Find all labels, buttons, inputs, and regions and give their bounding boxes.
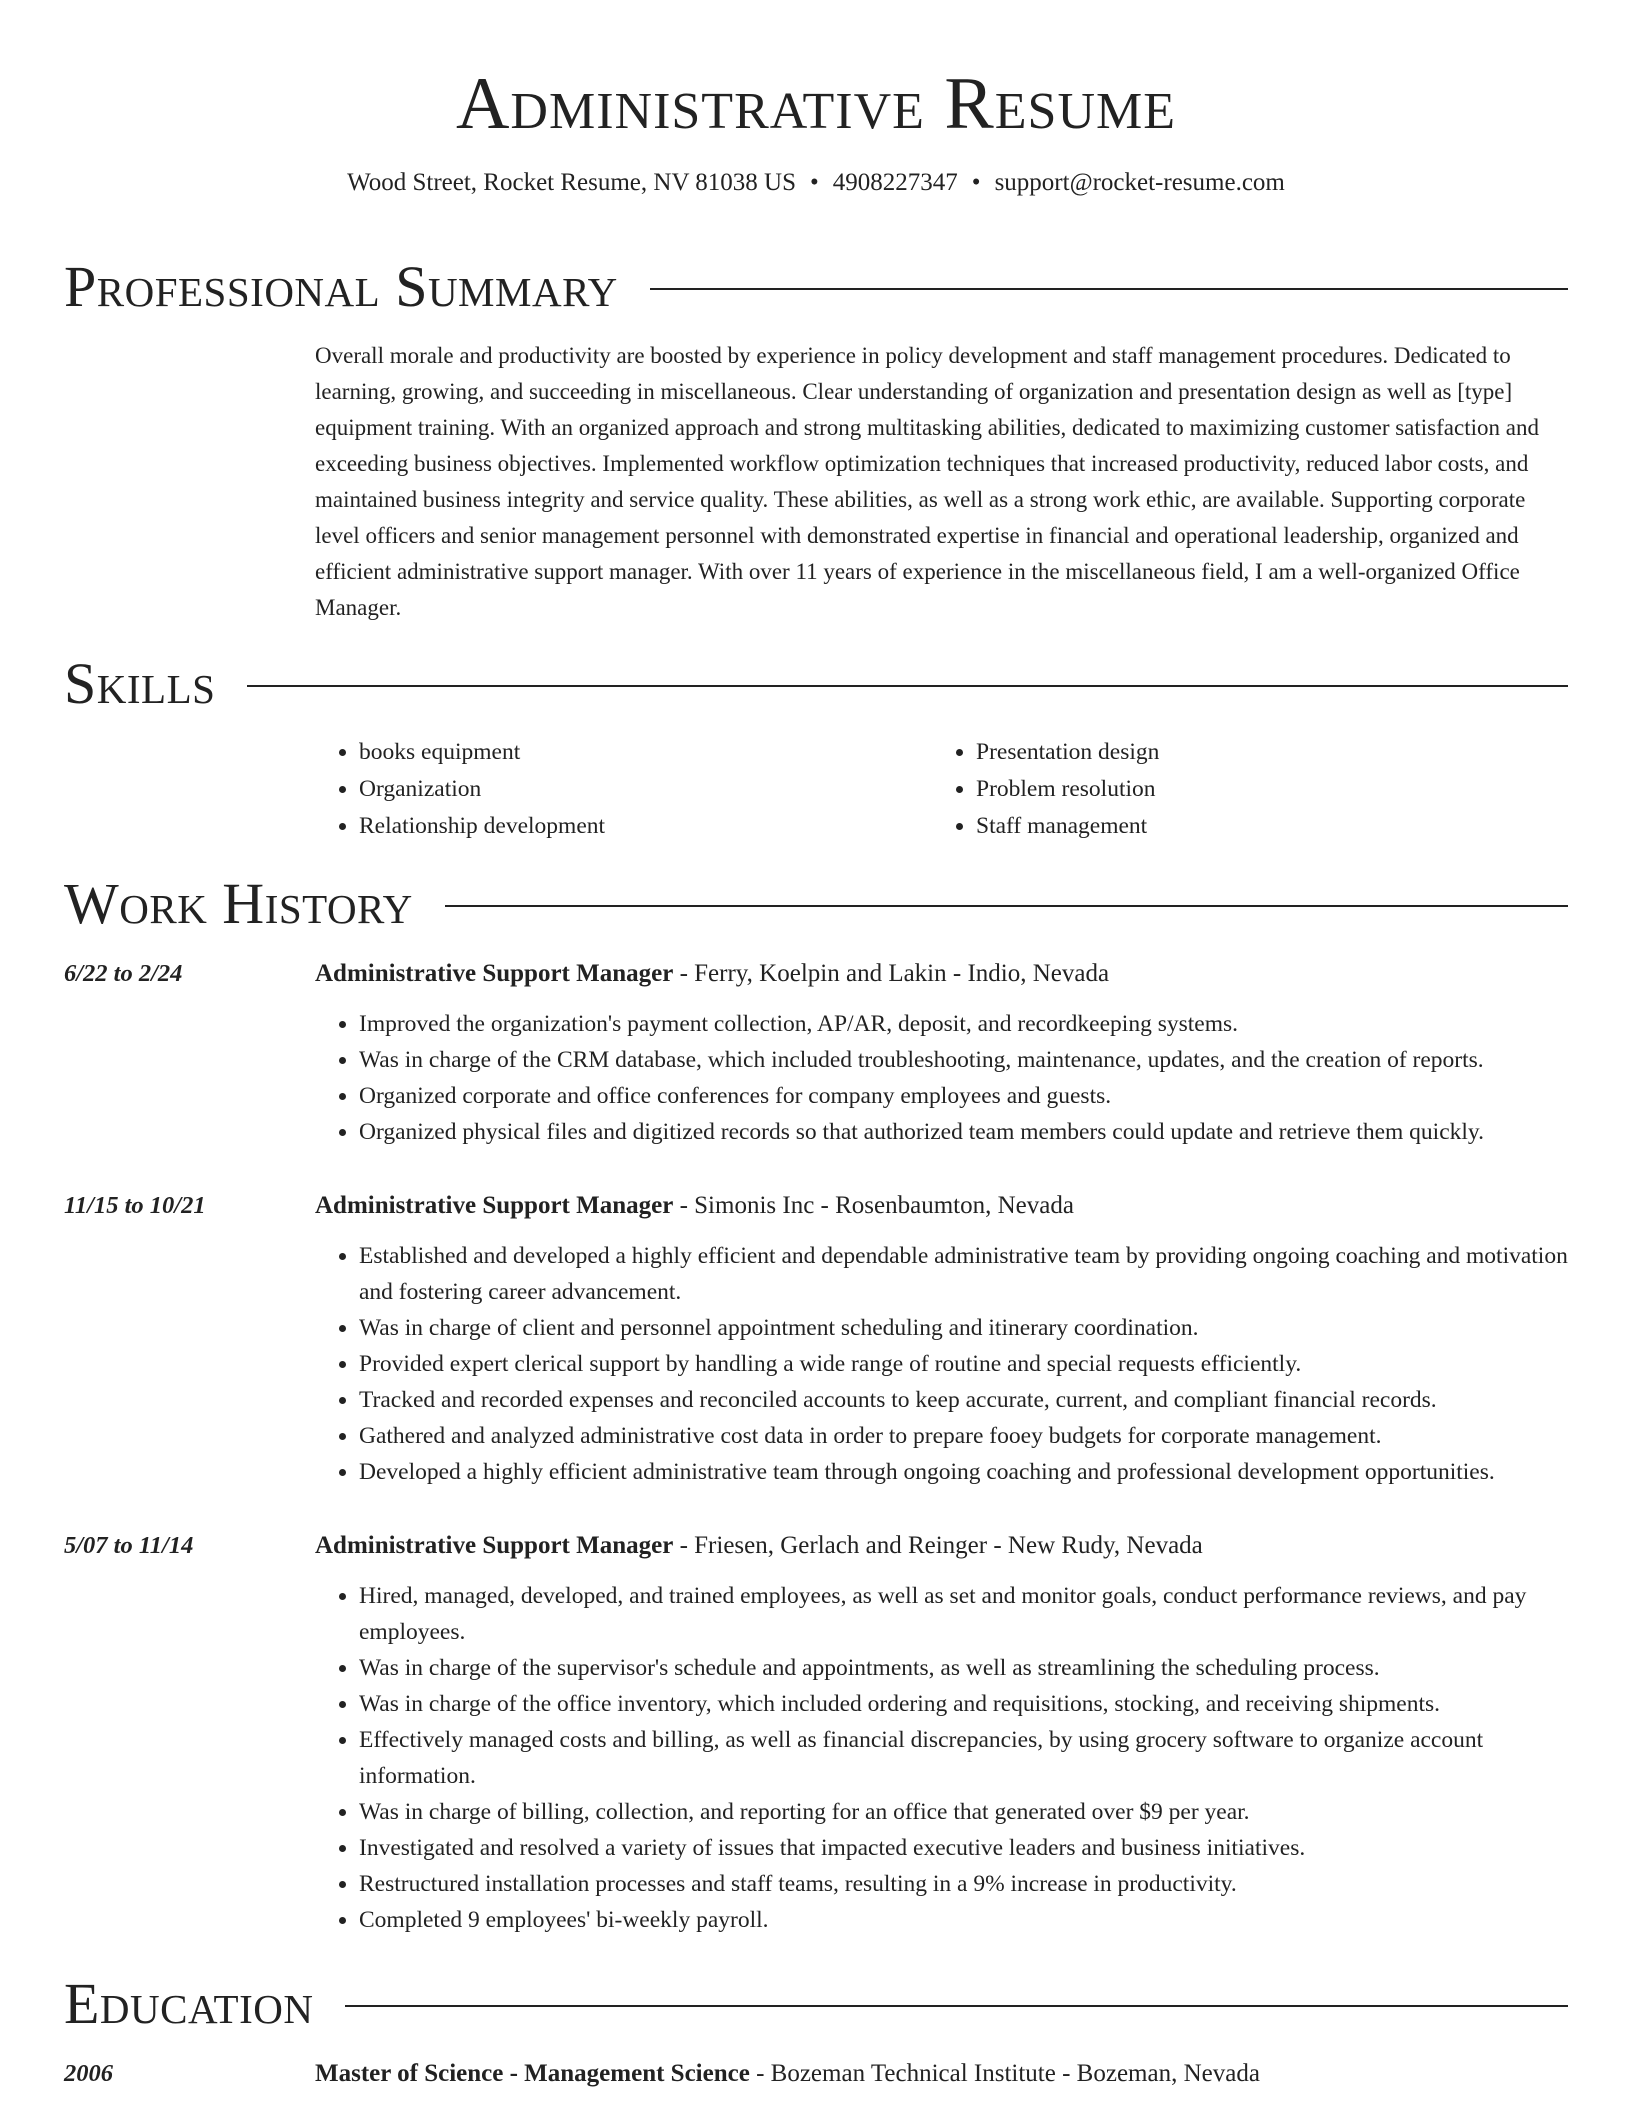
- skill-item: • Relationship development: [359, 808, 932, 845]
- job-bullets: [315, 1006, 1568, 1150]
- job-details: - Friesen, Gerlach and Reinger - New Rudy, Nevada: [673, 1532, 1203, 1559]
- job-bullets: [315, 1578, 1568, 1938]
- job-bullet: • Tracked and recorded expenses and reconciled accounts to keep accurate, current, and compliant financial records.: [359, 1382, 1568, 1418]
- job-bullet: • Improved the organization's payment collection, AP/AR, deposit, and recordkeeping systems.: [359, 1006, 1568, 1042]
- job-bullet: • Developed a highly efficient administrative team through ongoing coaching and professional development opportunities.: [359, 1454, 1568, 1490]
- skill-item: • books equipment: [359, 734, 932, 771]
- address: Wood Street, Rocket Resume, NV 81038 US: [347, 169, 797, 196]
- job-title: Administrative Support Manager: [315, 1192, 674, 1219]
- job-bullet: • Provided expert clerical support by handling a wide range of routine and special requests efficiently.: [359, 1346, 1568, 1382]
- job-bullet: • Investigated and resolved a variety of issues that impacted executive leaders and business initiatives.: [359, 1830, 1568, 1866]
- job-bullet: • Was in charge of the supervisor's schedule and appointments, as well as streamlining the scheduling process.: [359, 1650, 1568, 1686]
- job-details: - Simonis Inc - Rosenbaumton, Nevada: [673, 1192, 1074, 1219]
- work-section-header: [64, 872, 1568, 936]
- summary-section-header: [64, 255, 1568, 319]
- contact-line: [0, 166, 1632, 200]
- degree: Master of Science - Management Science: [315, 2060, 750, 2087]
- job-bullet: • Completed 9 employees' bi-weekly payroll.: [359, 1902, 1568, 1938]
- skill-item: • Problem resolution: [976, 771, 1549, 808]
- phone: 4908227347: [832, 169, 958, 196]
- job-entry: [64, 1528, 1568, 1938]
- skill-item: • Staff management: [976, 808, 1549, 845]
- skills-section-header: [64, 652, 1568, 716]
- summary-heading: Professional Summary: [64, 254, 618, 319]
- job-title-line: [315, 1528, 1568, 1564]
- job-bullet: • Gathered and analyzed administrative cost data in order to prepare fooey budgets for corporate management.: [359, 1418, 1568, 1454]
- job-entry: [64, 1188, 1568, 1490]
- job-dates: 6/22 to 2/24: [64, 960, 183, 987]
- job-bullet: • Was in charge of billing, collection, and reporting for an office that generated over $9 per year.: [359, 1794, 1568, 1830]
- education-title-line: [315, 2056, 1568, 2092]
- skills-heading: Skills: [64, 651, 216, 716]
- job-bullet: • Was in charge of the CRM database, which included troubleshooting, maintenance, updates, and the creation of reports.: [359, 1042, 1568, 1078]
- job-bullet: • Established and developed a highly efficient and dependable administrative team by providing ongoing coaching and motivation and fostering career advancement.: [359, 1238, 1568, 1310]
- job-bullet: • Restructured installation processes and staff teams, resulting in a 9% increase in productivity.: [359, 1866, 1568, 1902]
- job-bullet: • Was in charge of the office inventory, which included ordering and requisitions, stocking, and receiving shipments.: [359, 1686, 1568, 1722]
- work-heading: Work History: [64, 871, 413, 936]
- summary-text: Overall morale and productivity are boosted by experience in policy development and staff management procedures. Dedicated to learning, growing, and succeeding in miscellaneous. Clear understanding of organization and presentation design as well as [type] equipment training. With an organized approach and strong multitasking abilities, dedicated to maximizing customer satisfaction and exceeding business objectives. Implemented workflow optimization techniques that increased productivity, reduced labor costs, and maintained business integrity and service quality. These abilities, as well as a strong work ethic, are available. Supporting corporate level officers and senior management personnel with demonstrated expertise in financial and operational leadership, organized and efficient administrative support manager. With over 11 years of experience in the miscellaneous field, I am a well-organized Office Manager.: [315, 343, 1539, 620]
- job-dates: 5/07 to 11/14: [64, 1532, 194, 1559]
- job-bullets: [315, 1238, 1568, 1490]
- job-title: Administrative Support Manager: [315, 960, 674, 987]
- job-bullet: • Was in charge of client and personnel appointment scheduling and itinerary coordination.: [359, 1310, 1568, 1346]
- education-details: - Bozeman Technical Institute - Bozeman, Nevada: [749, 2060, 1260, 2087]
- email: support@rocket-resume.com: [994, 169, 1285, 196]
- section-divider: [445, 905, 1568, 907]
- skills-list: [315, 734, 1568, 845]
- separator-dot: •: [810, 169, 819, 196]
- skills-column-left: [315, 734, 932, 845]
- education-heading: Education: [64, 1971, 314, 2036]
- job-title: Administrative Support Manager: [315, 1532, 674, 1559]
- skill-item: • Organization: [359, 771, 932, 808]
- job-bullet: • Organized corporate and office conferences for company employees and guests.: [359, 1078, 1568, 1114]
- job-entry: [64, 956, 1568, 1150]
- education-entry: [64, 2056, 1568, 2092]
- section-divider: [650, 288, 1568, 290]
- job-title-line: [315, 956, 1568, 992]
- resume-title: Administrative Resume: [455, 63, 1177, 145]
- skills-column-right: [932, 734, 1549, 845]
- education-section-header: [64, 1972, 1568, 2036]
- job-bullet: • Organized physical files and digitized records so that authorized team members could update and retrieve them quickly.: [359, 1114, 1568, 1150]
- section-divider: [247, 685, 1568, 687]
- job-title-line: [315, 1188, 1568, 1224]
- job-dates: 11/15 to 10/21: [64, 1192, 206, 1219]
- separator-dot: •: [971, 169, 981, 196]
- job-bullet: • Hired, managed, developed, and trained employees, as well as set and monitor goals, conduct performance reviews, and pay employees.: [359, 1578, 1568, 1650]
- section-divider: [345, 2005, 1568, 2007]
- job-bullet: • Effectively managed costs and billing, as well as financial discrepancies, by using grocery software to organize account information.: [359, 1722, 1568, 1794]
- job-details: - Ferry, Koelpin and Lakin - Indio, Nevada: [673, 960, 1110, 987]
- skill-item: • Presentation design: [976, 734, 1549, 771]
- education-year: 2006: [64, 2060, 113, 2087]
